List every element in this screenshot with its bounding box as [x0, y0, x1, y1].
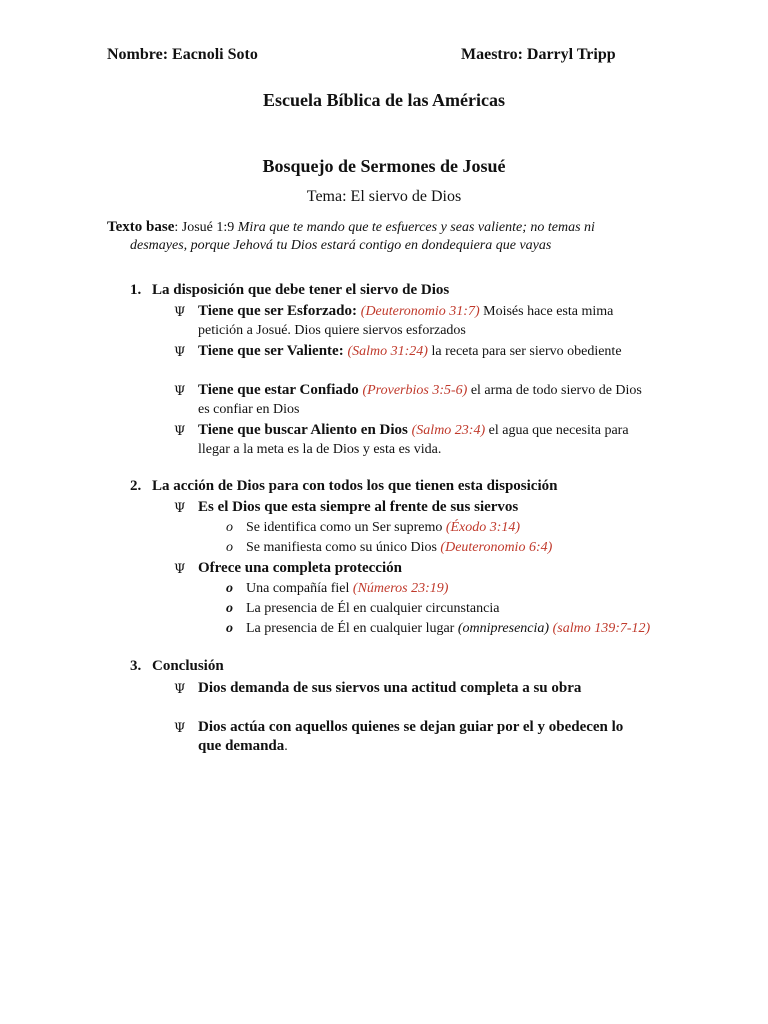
base-text-quote-1: Mira que te mando que te esfuerces y seas valiente; no temas ni	[237, 220, 595, 235]
psi-bullet-icon: Ψ	[174, 345, 186, 360]
student-name: Nombre: Eacnoli Soto	[107, 46, 258, 63]
circle-bullet-icon: o	[226, 520, 233, 535]
psi-bullet-icon: Ψ	[174, 384, 186, 399]
psi-bullet-icon: Ψ	[174, 424, 186, 439]
list-item: Ψ Tiene que buscar Aliento en Dios (Salmo 23:4) el agua que necesita para llegar a la meta es la de Dios y esta es vida.	[174, 422, 629, 457]
psi-bullet-icon: Ψ	[174, 721, 186, 736]
circle-bullet-icon: o	[226, 601, 233, 616]
section-1-heading: 1. La disposición que debe tener el siervo de Dios	[130, 282, 450, 298]
list-item: Ψ Tiene que ser Valiente: (Salmo 31:24) la receta para ser siervo obediente	[174, 343, 622, 360]
psi-bullet-icon: Ψ	[174, 305, 186, 320]
school-title: Escuela Bíblica de las Américas	[263, 90, 505, 110]
sub-list-item: o Se manifiesta como su único Dios (Deuteronomio 6:4)	[226, 540, 553, 555]
circle-bullet-icon: o	[226, 540, 233, 555]
theme-line: Tema: El siervo de Dios	[306, 188, 462, 205]
sub-list-item: o La presencia de Él en cualquier circunstancia	[226, 601, 500, 616]
list-item: Ψ Ofrece una completa protección	[174, 560, 402, 577]
base-text	[107, 218, 667, 255]
circle-bullet-icon: o	[226, 581, 233, 596]
psi-bullet-icon: Ψ	[174, 562, 186, 577]
sub-list-item: o Se identifica como un Ser supremo (Éxodo 3:14)	[226, 520, 521, 535]
base-text-label: Texto base	[107, 219, 175, 235]
teacher-name: Maestro: Darryl Tripp	[461, 46, 616, 63]
base-text-colon: :	[174, 220, 179, 235]
base-text-ref: Josué 1:9	[178, 220, 238, 235]
list-item: Ψ Dios actúa con aquellos quienes se dejan guiar por el y obedecen lo que demanda.	[174, 719, 624, 754]
list-item: Ψ Es el Dios que esta siempre al frente de sus siervos	[174, 499, 519, 516]
list-item: Ψ Tiene que ser Esforzado: (Deuteronomio 31:7) Moisés hace esta mima petición a Josué. Dios quiere siervos esforzados	[174, 303, 614, 338]
sermon-title: Bosquejo de Sermones de Josué	[262, 156, 506, 176]
base-text-quote-2: desmayes, porque Jehová tu Dios estará contigo en dondequiera que vayas	[130, 238, 552, 253]
section-2-heading: 2. La acción de Dios para con todos los que tienen esta disposición	[130, 478, 558, 494]
list-item: Ψ Dios demanda de sus siervos una actitud completa a su obra	[174, 680, 582, 697]
circle-bullet-icon: o	[226, 621, 233, 636]
sub-list-item: o Una compañía fiel (Números 23:19)	[226, 581, 449, 596]
sub-list-item: o La presencia de Él en cualquier lugar (omnipresencia) (salmo 139:7-12)	[226, 621, 651, 636]
psi-bullet-icon: Ψ	[174, 682, 186, 697]
list-item: Ψ Tiene que estar Confiado (Proverbios 3:5-6) el arma de todo siervo de Dios es confiar en Dios	[174, 382, 642, 417]
section-3-heading: 3. Conclusión	[130, 658, 224, 674]
psi-bullet-icon: Ψ	[174, 501, 186, 516]
